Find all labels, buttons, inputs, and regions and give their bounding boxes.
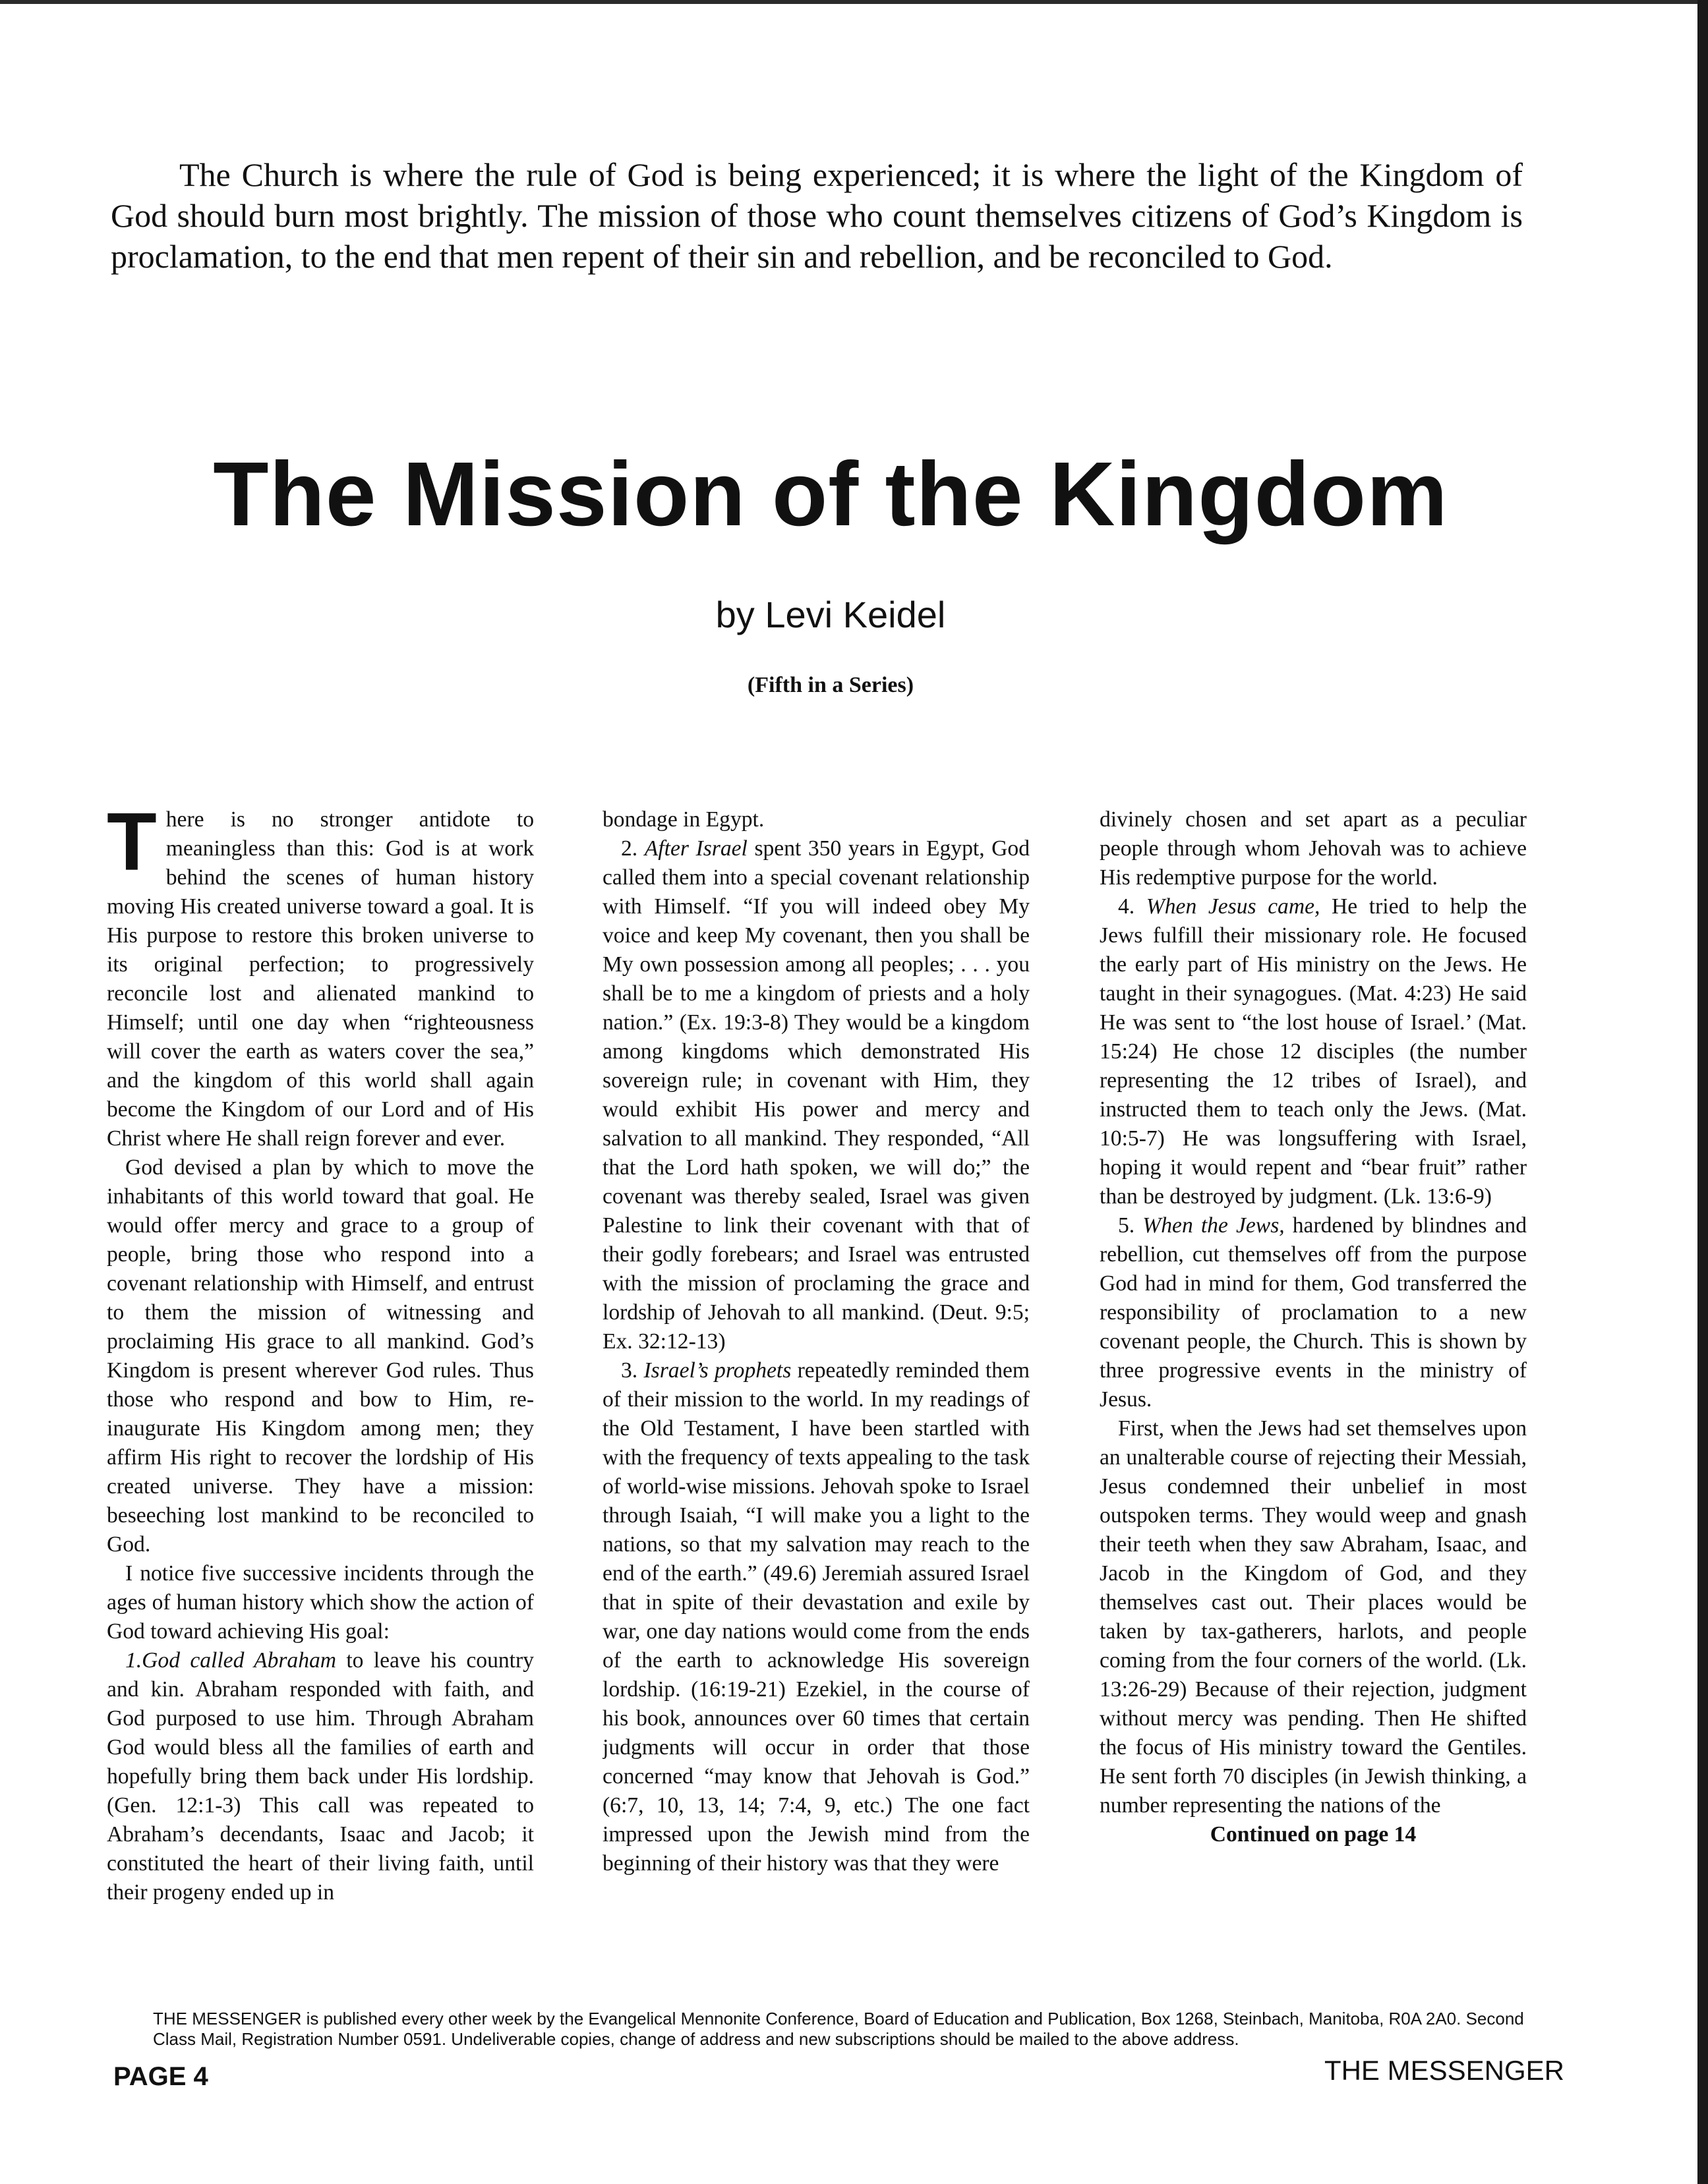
paragraph-text: to leave his country and kin. Abraham responded with faith, and God purposed to use him. Through Abraham God would bless all the families of earth and hopefully bring them back under His lordship. (Gen. 12:1-3) This call was repeated to Abraham’s decendants, Isaac and Jacob; it constituted the heart of their living faith, until their progeny ended up in [107,1648,534,1905]
paragraph-text: here is no stronger antidote to meaningless than this: God is at work behind the scenes of human history moving His created universe toward a goal. It is His purpose to restore this broken universe to its original perfection; to progressively reconcile lost and alienated mankind to Himself; until one day when “righteousness will cover the earth as waters cover the sea,” and the kingdom of this world shall again become the Kingdom of our Lord and of His Christ where He shall reign forever and ever. [107,807,534,1151]
article-byline: by Levi Keidel [715,594,946,635]
paragraph-text: repeatedly reminded them of their mission to the world. In my readings of the Old Testament, I have been startled with with the frequency of texts appealing to the task of world-wise missions. Jehovah spoke to Israel through Isaiah, “I will make you a light to the nations, so that my salvation may reach to the end of the earth.” (49.6) Jeremiah assured Israel that in spite of their devastation and exile by war, one day nations would come from the ends of the earth to acknowledge His sovereign lordship. (16:19-21) Ezekiel, in the course of his book, announces over 60 times that certain judgments will occur in order that those concerned “may know that Jehovah is God.” (6:7, 10, 13, 14; 7:4, 9, etc.) The one fact impressed upon the Jewish mind from the beginning of their history was that they were [603,1358,1030,1876]
point-lead: Israel’s prophets [643,1358,792,1383]
paragraph-text: hardened by blindnes and rebellion, cut themselves off from the purpose God had in mind for them, God transferred the responsibility of proclamation to a new covenant people, the Church. This is shown by three progressive events in the ministry of Jesus. [1100,1213,1527,1412]
publication-note: THE MESSENGER is published every other week by the Evangelical Mennonite Conference, Board of Education and Publication, Box 1268, Steinbach, Manitoba, R0A 2A0. Second Class Mail, Registration Number 0591. Undeliverable copies, change of address and new subscriptions should be mailed to the above address. [153,2009,1524,2049]
point-number: 3. [621,1358,644,1383]
page-number: PAGE 4 [113,2062,208,2091]
scan-edge-top [0,0,1708,4]
paragraph: I notice five successive incidents through the ages of human history which show the action of God toward achieving His goal: [107,1561,534,1644]
paragraph [107,805,534,1153]
continued-note: Continued on page 14 [1210,1822,1417,1847]
paragraph: First, when the Jews had set themselves upon an unalterable course of rejecting their Messiah, Jesus condemned their unbelief in most outspoken terms. They would weep and gnash their teeth when they saw Abraham, Isaac, and Jacob in the Kingdom of God, and they themselves cast out. Their places would be taken by tax-gatherers, harlots, and people coming from the four corners of the world. (Lk. 13:26-29) Because of their rejection, judgment without mercy was pending. Then He shifted the focus of His ministry toward the Gentiles. He sent forth 70 disciples (in Jewish thinking, a number representing the nations of the [1100,1416,1527,1818]
point-lead: When Jesus came, [1146,894,1320,919]
paragraph-text: He tried to help the Jews fulfill their missionary role. He focused the early part of His ministry on the Jews. He taught in their synagogues. (Mat. 4:23) He said He was sent to “the lost house of Israel.’ (Mat. 15:24) He chose 12 disciples (the number representing the 12 tribes of Israel), and instructed them to teach only the Jews. (Mat. 10:5-7) He was longsuffering with Israel, hoping it would repent and “bear fruit” rather than be destroyed by judgment. (Lk. 13:6-9) [1100,894,1527,1209]
paragraph [1100,1211,1527,1414]
point-number: 5. [1118,1213,1143,1238]
paragraph: divinely chosen and set apart as a peculiar people through whom Jehovah was to achieve His redemptive purpose for the world. [1100,807,1527,890]
point-number: 4. [1118,894,1146,919]
paragraph: God devised a plan by which to move the inhabitants of this world toward that goal. He would offer mercy and grace to a group of people, bring those who respond into a covenant relationship with Himself, and entrust to them the mission of witnessing and proclaiming His grace to all mankind. God’s Kingdom is present wherever God rules. Thus those who respond and bow to Him, re-inaugurate His Kingdom among men; they affirm His right to recover the lordship of His created universe. They have a mission: beseeching lost mankind to be reconciled to God. [107,1155,534,1557]
publication-name: THE MESSENGER [1324,2055,1564,2086]
paragraph [107,1646,534,1907]
article-column-3 [1100,805,1527,1952]
point-lead: When the Jews, [1142,1213,1285,1238]
point-lead: After Israel [644,836,748,861]
paragraph [603,834,1030,1356]
article-title: The Mission of the Kingdom [213,444,1448,545]
paragraph-text: spent 350 years in Egypt, God called them into a special covenant relationship with Himself. “If you will indeed obey My voice and keep My covenant, then you shall be My own possession among all peoples; . . . you shall be to me a kingdom of priests and a holy nation.” (Ex. 19:3-8) They would be a kingdom among kingdoms which demonstrated His sovereign rule; in covenant with Him, they would exhibit His power and mercy and salvation to all mankind. They responded, “All that the Lord hath spoken, we will do;” the covenant was thereby sealed, Israel was given Palestine to link their covenant with that of their godly forebears; and Israel was entrusted with the mission of proclaming the grace and lordship of Jehovah to all mankind. (Deut. 9:5; Ex. 32:12-13) [603,836,1030,1354]
drop-cap: T [107,805,157,888]
point-number: 2. [621,836,645,861]
scan-edge-right [1697,0,1708,2184]
intro-paragraph: The Church is where the rule of God is being experienced; it is where the light of the Kingdom of God should burn most brightly. The mission of those who count themselves citizens of God’s Kingdom is proclamation, to the end that men repent of their sin and rebellion, and be reconciled to God. [111,156,1523,275]
paragraph [1100,892,1527,1211]
paragraph [603,1356,1030,1878]
point-lead: 1.God called Abraham [125,1648,337,1673]
article-column-1 [107,805,534,1952]
series-note: (Fifth in a Series) [747,673,914,697]
article-column-2 [603,805,1030,1952]
paragraph: bondage in Egypt. [603,807,765,832]
